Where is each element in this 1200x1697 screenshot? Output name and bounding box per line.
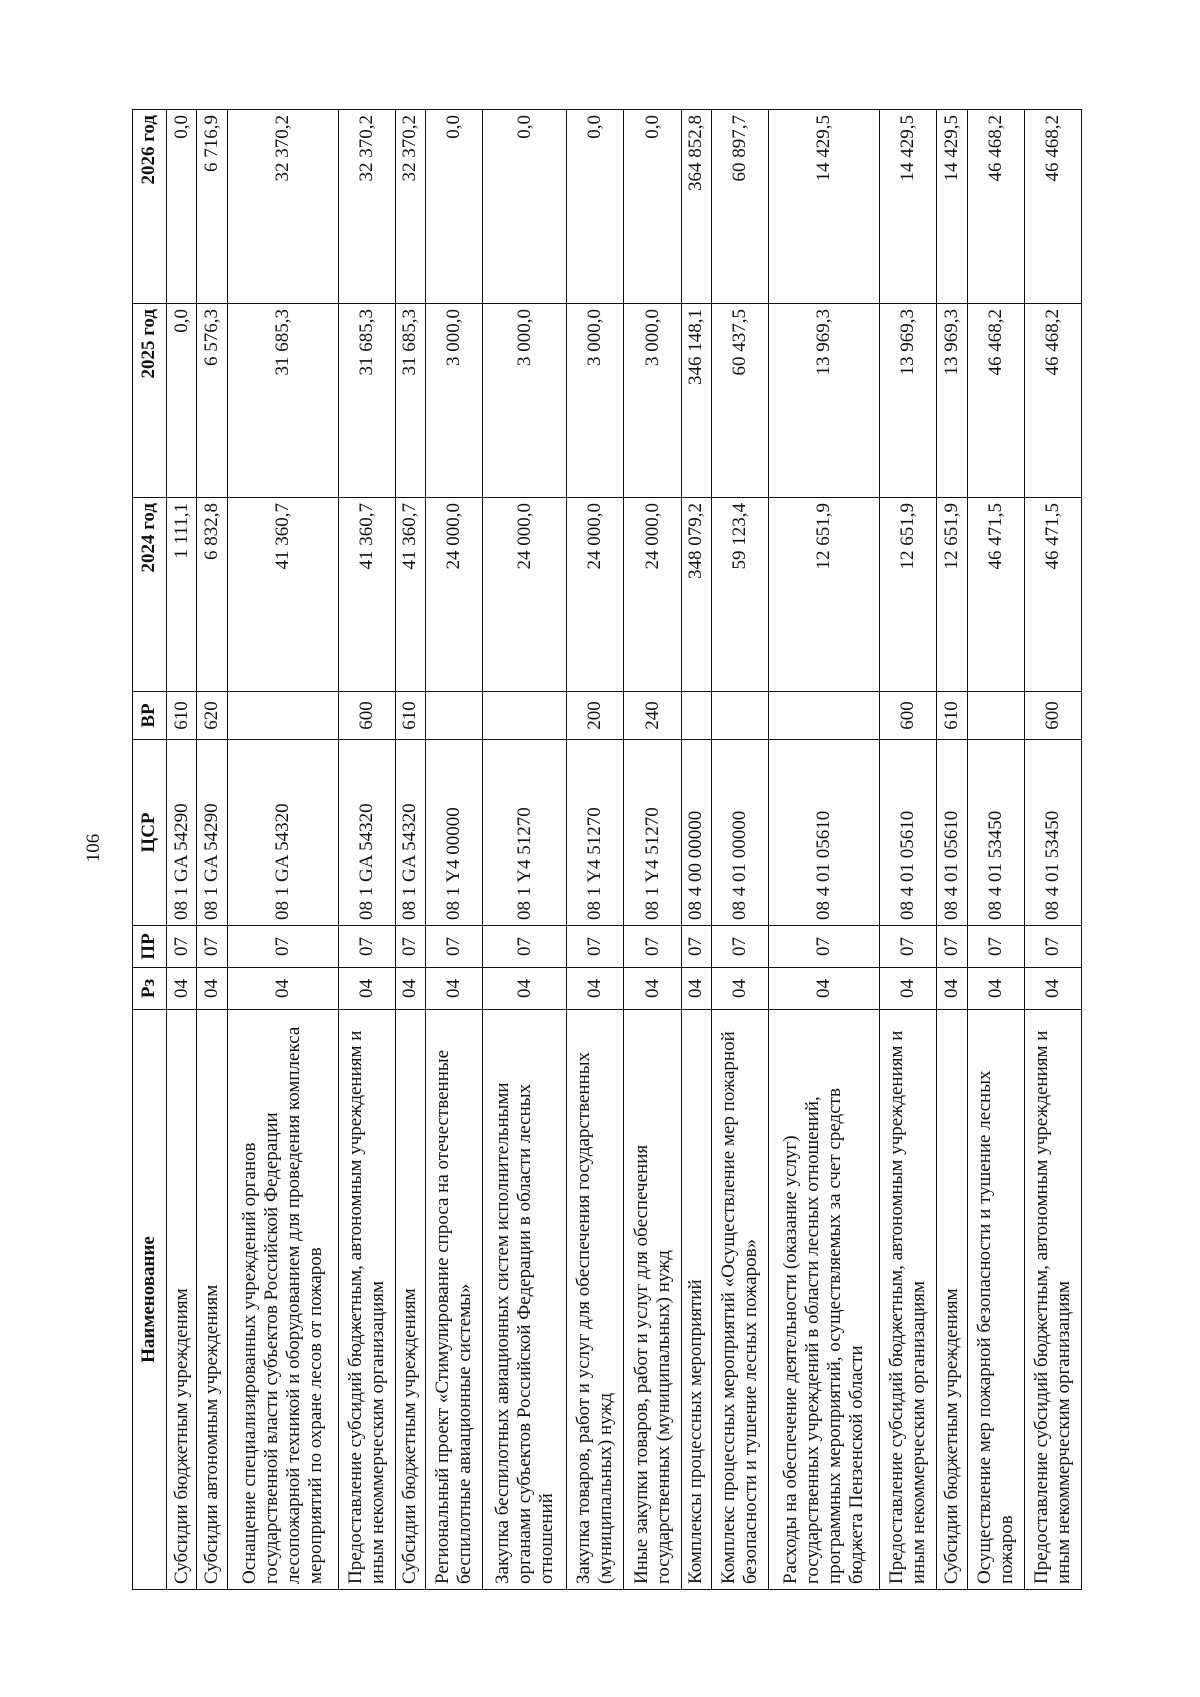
row-name: Региональный проект «Стимулирование спроса на отечественные беспилотные авиационные системы» [426, 1010, 483, 1590]
row-2025: 60 437,5 [712, 304, 769, 498]
row-vr [712, 692, 769, 740]
row-2025: 6 576,3 [197, 304, 227, 498]
header-csr: ЦСР [133, 740, 167, 926]
table-row [197, 110, 227, 1590]
row-2024: 348 079,2 [681, 498, 711, 692]
row-2025: 346 148,1 [681, 304, 711, 498]
row-2024: 59 123,4 [712, 498, 769, 692]
header-rz: Рз [133, 968, 167, 1010]
header-2024: 2024 год [133, 498, 167, 692]
budget-table [132, 109, 1082, 1590]
row-2026: 46 468,2 [967, 110, 1024, 304]
row-2024: 46 471,5 [967, 498, 1024, 692]
row-vr: 610 [395, 692, 425, 740]
row-2024: 6 832,8 [197, 498, 227, 692]
row-vr [967, 692, 1024, 740]
row-name: Иные закупки товаров, работ и услуг для обеспечения государственных (муниципальных) нужд [624, 1010, 681, 1590]
row-pr: 07 [937, 926, 967, 968]
row-csr: 08 4 01 00000 [712, 740, 769, 926]
row-csr: 08 4 01 05610 [879, 740, 936, 926]
row-name: Предоставление субсидий бюджетным, автономным учреждениям и иным некоммерческим организациям [1024, 1010, 1081, 1590]
row-2024: 24 000,0 [483, 498, 567, 692]
row-2025: 31 685,3 [227, 304, 338, 498]
row-2024: 1 111,1 [167, 498, 197, 692]
row-2026: 0,0 [624, 110, 681, 304]
row-vr: 200 [567, 692, 624, 740]
row-pr: 07 [712, 926, 769, 968]
row-rz: 04 [624, 968, 681, 1010]
row-vr: 600 [338, 692, 395, 740]
row-csr: 08 4 01 05610 [769, 740, 880, 926]
table-row [712, 110, 769, 1590]
table-row [879, 110, 936, 1590]
row-vr: 610 [937, 692, 967, 740]
row-2024: 12 651,9 [937, 498, 967, 692]
row-2024: 41 360,7 [395, 498, 425, 692]
row-name: Комплексы процессных мероприятий [681, 1010, 711, 1590]
row-rz: 04 [567, 968, 624, 1010]
row-vr [681, 692, 711, 740]
row-pr: 07 [483, 926, 567, 968]
row-2026: 14 429,5 [937, 110, 967, 304]
row-name: Предоставление субсидий бюджетным, автономным учреждениям и иным некоммерческим организациям [879, 1010, 936, 1590]
row-name: Субсидии бюджетным учреждениям [937, 1010, 967, 1590]
row-2024: 41 360,7 [338, 498, 395, 692]
rotated-page-content [132, 110, 1082, 1590]
row-rz: 04 [167, 968, 197, 1010]
row-2025: 13 969,3 [937, 304, 967, 498]
row-vr: 610 [167, 692, 197, 740]
row-rz: 04 [426, 968, 483, 1010]
row-vr: 600 [879, 692, 936, 740]
row-2025: 46 468,2 [1024, 304, 1081, 498]
row-rz: 04 [769, 968, 880, 1010]
row-name: Закупка беспилотных авиационных систем исполнительными органами субъектов Российской Федерации в области лесных отношений [483, 1010, 567, 1590]
row-csr: 08 1 GA 54320 [338, 740, 395, 926]
row-csr: 08 1 Y4 51270 [624, 740, 681, 926]
row-2025: 13 969,3 [879, 304, 936, 498]
table-row [937, 110, 967, 1590]
row-csr: 08 1 Y4 00000 [426, 740, 483, 926]
row-pr: 07 [879, 926, 936, 968]
row-csr: 08 4 01 05610 [937, 740, 967, 926]
table-row [567, 110, 624, 1590]
row-2026: 14 429,5 [769, 110, 880, 304]
row-pr: 07 [227, 926, 338, 968]
page-number: 106 [83, 833, 104, 863]
row-2025: 3 000,0 [483, 304, 567, 498]
row-pr: 07 [769, 926, 880, 968]
row-pr: 07 [338, 926, 395, 968]
row-csr: 08 4 01 53450 [1024, 740, 1081, 926]
row-2026: 0,0 [483, 110, 567, 304]
row-2025: 46 468,2 [967, 304, 1024, 498]
header-pr: ПР [133, 926, 167, 968]
row-rz: 04 [712, 968, 769, 1010]
row-pr: 07 [395, 926, 425, 968]
row-name: Субсидии бюджетным учреждениям [167, 1010, 197, 1590]
row-2026: 60 897,7 [712, 110, 769, 304]
row-vr [426, 692, 483, 740]
row-vr: 620 [197, 692, 227, 740]
table-row [1024, 110, 1081, 1590]
row-csr: 08 4 01 53450 [967, 740, 1024, 926]
row-pr: 07 [967, 926, 1024, 968]
row-csr: 08 1 GA 54290 [197, 740, 227, 926]
row-2024: 12 651,9 [879, 498, 936, 692]
row-pr: 07 [1024, 926, 1081, 968]
row-pr: 07 [567, 926, 624, 968]
row-rz: 04 [483, 968, 567, 1010]
header-name: Наименование [133, 1010, 167, 1590]
row-vr [227, 692, 338, 740]
table-row [967, 110, 1024, 1590]
table-row [769, 110, 880, 1590]
row-rz: 04 [967, 968, 1024, 1010]
row-vr [483, 692, 567, 740]
row-csr: 08 1 Y4 51270 [567, 740, 624, 926]
row-2024: 24 000,0 [624, 498, 681, 692]
row-2026: 32 370,2 [338, 110, 395, 304]
row-2024: 24 000,0 [567, 498, 624, 692]
row-rz: 04 [1024, 968, 1081, 1010]
row-2025: 13 969,3 [769, 304, 880, 498]
table-row [681, 110, 711, 1590]
row-2026: 0,0 [167, 110, 197, 304]
row-csr: 08 1 GA 54320 [395, 740, 425, 926]
row-name: Предоставление субсидий бюджетным, автономным учреждениям и иным некоммерческим организациям [338, 1010, 395, 1590]
row-2024: 24 000,0 [426, 498, 483, 692]
row-vr: 600 [1024, 692, 1081, 740]
row-pr: 07 [681, 926, 711, 968]
row-2025: 31 685,3 [395, 304, 425, 498]
table-row [624, 110, 681, 1590]
row-2026: 0,0 [567, 110, 624, 304]
row-vr: 240 [624, 692, 681, 740]
row-rz: 04 [227, 968, 338, 1010]
table-row [167, 110, 197, 1590]
table-row [483, 110, 567, 1590]
row-name: Субсидии автономным учреждениям [197, 1010, 227, 1590]
row-2026: 364 852,8 [681, 110, 711, 304]
row-2025: 3 000,0 [426, 304, 483, 498]
row-2024: 41 360,7 [227, 498, 338, 692]
header-2026: 2026 год [133, 110, 167, 304]
row-2026: 14 429,5 [879, 110, 936, 304]
row-rz: 04 [937, 968, 967, 1010]
row-2025: 31 685,3 [338, 304, 395, 498]
row-csr: 08 1 Y4 51270 [483, 740, 567, 926]
row-2024: 46 471,5 [1024, 498, 1081, 692]
row-name: Субсидии бюджетным учреждениям [395, 1010, 425, 1590]
row-2024: 12 651,9 [769, 498, 880, 692]
table-row [395, 110, 425, 1590]
row-2025: 3 000,0 [624, 304, 681, 498]
row-2026: 0,0 [426, 110, 483, 304]
row-pr: 07 [426, 926, 483, 968]
table-body [167, 110, 1082, 1590]
row-2026: 46 468,2 [1024, 110, 1081, 304]
row-2025: 0,0 [167, 304, 197, 498]
row-rz: 04 [395, 968, 425, 1010]
row-vr [769, 692, 880, 740]
row-pr: 07 [167, 926, 197, 968]
row-name: Оснащение специализированных учреждений органов государственной власти субъектов Российской Федерации лесопожарной техникой и оборудованием для проведения комплекса мероприятий по охране лесов от пожаров [227, 1010, 338, 1590]
row-rz: 04 [197, 968, 227, 1010]
row-rz: 04 [338, 968, 395, 1010]
row-pr: 07 [624, 926, 681, 968]
row-rz: 04 [681, 968, 711, 1010]
table-row [338, 110, 395, 1590]
header-vr: ВР [133, 692, 167, 740]
row-name: Осуществление мер пожарной безопасности и тушение лесных пожаров [967, 1010, 1024, 1590]
row-csr: 08 1 GA 54290 [167, 740, 197, 926]
row-csr: 08 1 GA 54320 [227, 740, 338, 926]
table-header-row [133, 110, 167, 1590]
row-csr: 08 4 00 00000 [681, 740, 711, 926]
row-rz: 04 [879, 968, 936, 1010]
row-2026: 32 370,2 [227, 110, 338, 304]
row-pr: 07 [197, 926, 227, 968]
row-name: Расходы на обеспечение деятельности (оказание услуг) государственных учреждений в области лесных отношений, программных мероприятий, осуществляемых за счет средств бюджета Пензенской области [769, 1010, 880, 1590]
row-2026: 32 370,2 [395, 110, 425, 304]
row-name: Закупка товаров, работ и услуг для обеспечения государственных (муниципальных) нужд [567, 1010, 624, 1590]
header-2025: 2025 год [133, 304, 167, 498]
row-2026: 6 716,9 [197, 110, 227, 304]
table-row [227, 110, 338, 1590]
row-2025: 3 000,0 [567, 304, 624, 498]
row-name: Комплекс процессных мероприятий «Осуществление мер пожарной безопасности и тушение лесных пожаров» [712, 1010, 769, 1590]
table-row [426, 110, 483, 1590]
